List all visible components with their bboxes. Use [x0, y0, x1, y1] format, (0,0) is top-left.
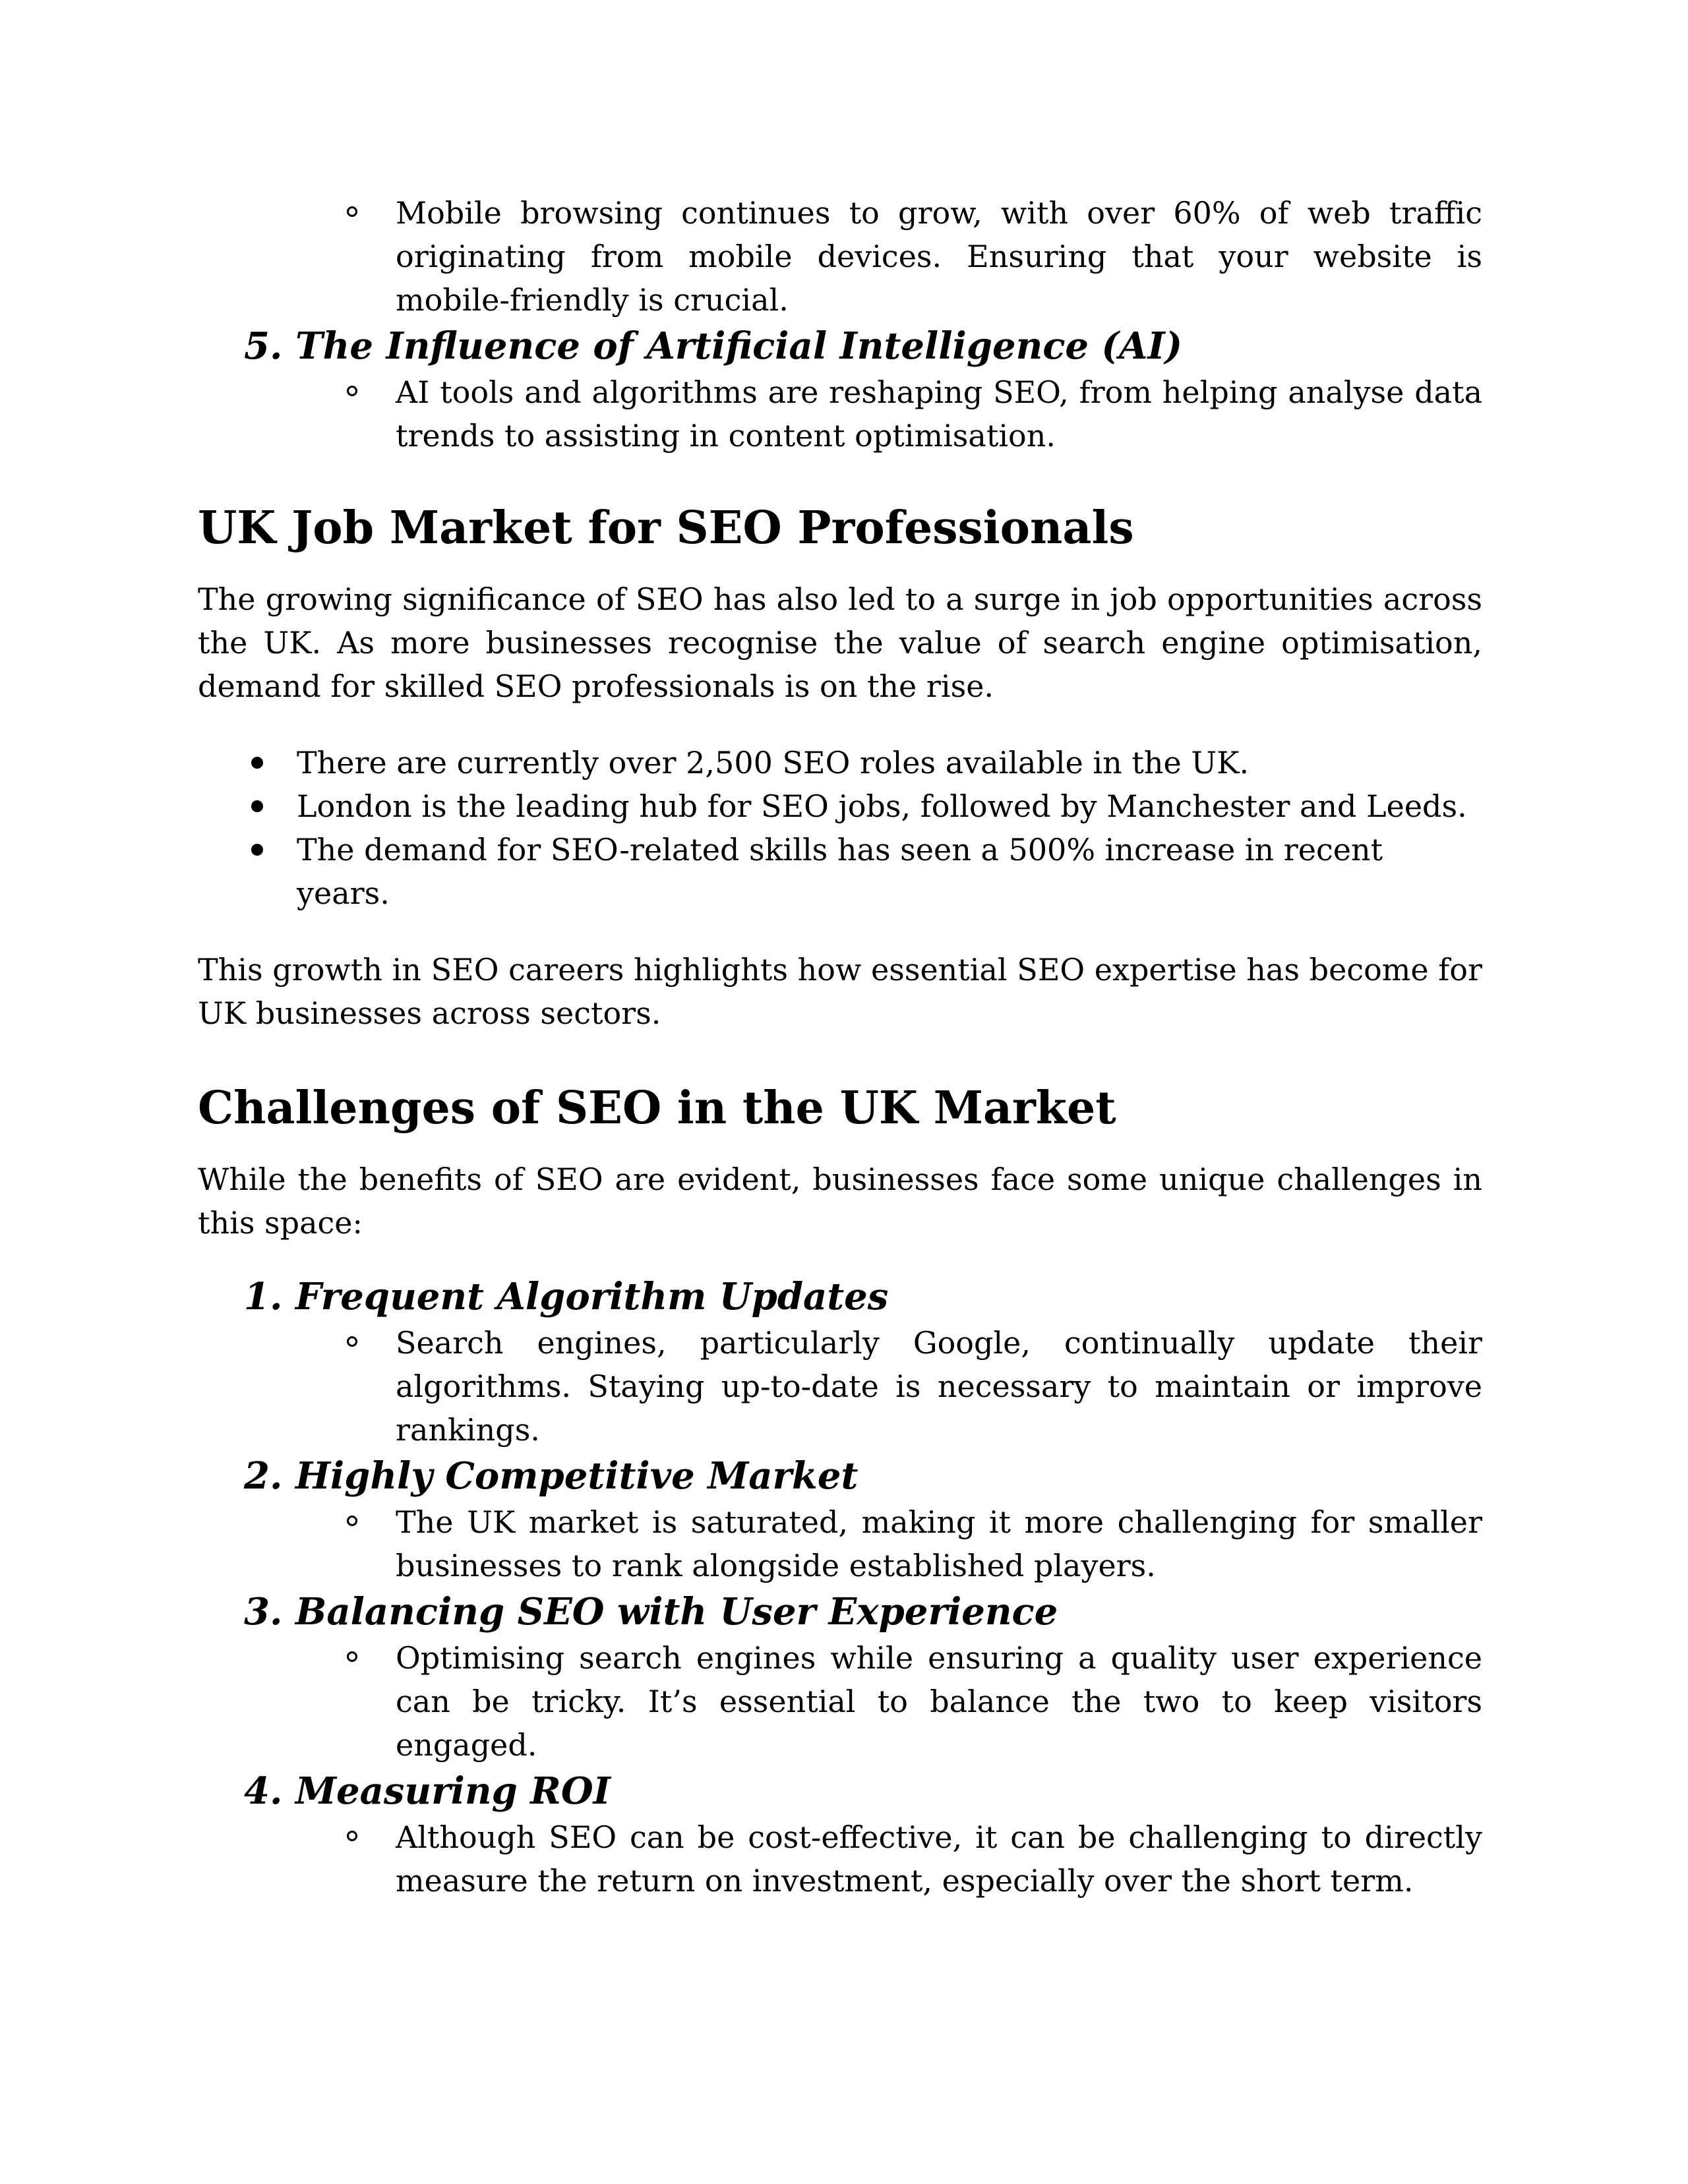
jobs-intro-paragraph: The growing significance of SEO has also led to a surge in job opportunities across the UK. As more businesses recognise the value of search engine optimisation, demand for skilled SEO professionals is on the rise.	[198, 581, 1482, 704]
sub-item-text: Search engines, particularly Google, continually update their algorithms. Staying up-to-date is necessary to maintain or improve rankings.	[396, 1325, 1482, 1448]
section-heading-jobs: UK Job Market for SEO Professionals	[198, 502, 1134, 554]
list-item-text: London is the leading hub for SEO jobs, followed by Manchester and Leeds.	[297, 788, 1467, 824]
filled-circle-bullet-icon	[251, 757, 263, 769]
list-number: 5.	[244, 324, 283, 368]
numbered-heading	[198, 1587, 1482, 1636]
sub-item-text: The UK market is saturated, making it more challenging for smaller businesses to rank alongside established players.	[396, 1504, 1482, 1583]
filled-circle-bullet-icon	[251, 844, 263, 856]
list-item-text: There are currently over 2,500 SEO roles available in the UK.	[297, 745, 1250, 781]
sub-item	[198, 1500, 1482, 1587]
sub-item	[198, 1815, 1482, 1903]
sub-item-text: Optimising search engines while ensuring a quality user experience can be tricky. It’s essential to balance the two to keep visitors engaged.	[396, 1640, 1482, 1763]
list-number: 3.	[244, 1590, 283, 1634]
list-number: 1.	[244, 1275, 283, 1318]
list-number: 4.	[244, 1769, 283, 1813]
numbered-heading	[198, 1272, 1482, 1321]
list-item-text: The demand for SEO-related skills has seen a 500% increase in recent years.	[297, 832, 1383, 911]
numbered-heading-title: Frequent Algorithm Updates	[295, 1275, 889, 1318]
filled-circle-bullet-icon	[251, 800, 263, 812]
sub-item-text: Although SEO can be cost-effective, it can be challenging to directly measure the return on investment, especially over the short term.	[396, 1819, 1482, 1899]
sub-item	[198, 1321, 1482, 1452]
hollow-circle-bullet-icon	[347, 1336, 357, 1347]
hollow-circle-bullet-icon	[347, 386, 357, 396]
sub-item-text: Mobile browsing continues to grow, with over 60% of web traffic originating from mobile devices. Ensuring that your website is mobile-friendly is crucial.	[396, 195, 1482, 318]
hollow-circle-bullet-icon	[347, 1831, 357, 1841]
hollow-circle-bullet-icon	[347, 1516, 357, 1526]
challenges-numbered-list	[198, 1272, 1482, 1903]
jobs-bullet-list	[198, 741, 1482, 915]
section-heading-challenges: Challenges of SEO in the UK Market	[198, 1082, 1116, 1135]
list-number: 2.	[244, 1454, 283, 1498]
hollow-circle-bullet-icon	[347, 1651, 357, 1662]
numbered-heading-title: Balancing SEO with User Experience	[295, 1590, 1058, 1634]
sub-item	[198, 1636, 1482, 1767]
numbered-heading-title: Highly Competitive Market	[295, 1454, 859, 1498]
sub-item-ai	[198, 370, 1482, 457]
numbered-heading-ai	[198, 322, 1482, 370]
document-page	[198, 191, 1482, 1903]
numbered-heading	[198, 1452, 1482, 1500]
numbered-heading-title: Measuring ROI	[295, 1769, 611, 1813]
list-item	[198, 784, 1482, 828]
numbered-heading-title: The Influence of Artificial Intelligence (AI)	[295, 324, 1183, 368]
sub-item-mobile	[198, 191, 1482, 322]
list-item	[198, 828, 1482, 915]
jobs-closing-paragraph: This growth in SEO careers highlights how essential SEO expertise has become for UK businesses across sectors.	[198, 952, 1482, 1031]
hollow-circle-bullet-icon	[347, 206, 357, 217]
list-item	[198, 741, 1482, 784]
numbered-heading	[198, 1767, 1482, 1815]
challenges-intro-paragraph: While the benefits of SEO are evident, businesses face some unique challenges in this space:	[198, 1162, 1482, 1241]
sub-item-text: AI tools and algorithms are reshaping SEO, from helping analyse data trends to assisting in content optimisation.	[396, 374, 1482, 454]
